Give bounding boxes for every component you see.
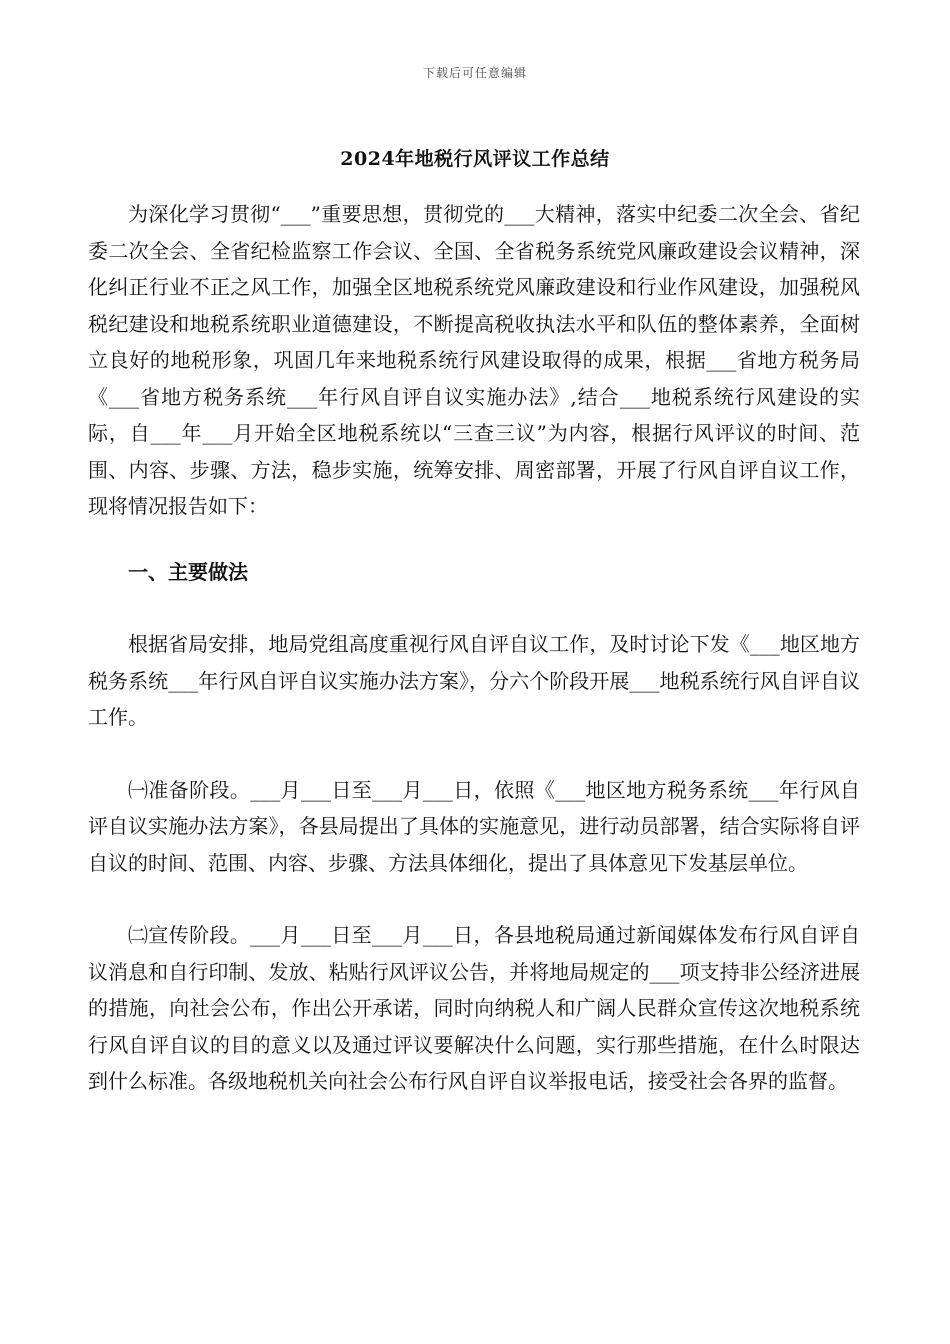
stage-paragraph-preparation: ㈠准备阶段。___月___日至___月___日，依照《___地区地方税务系统___年行风自评自议实施办法方案》，各县局提出了具体的实施意见，进行动员部署，结合实际将自评自议的时间、范围、内容、步骤、方法具体细化，提出了具体意见下发基层单位。: [88, 777, 860, 875]
section-heading-main-practices: 一、主要做法: [128, 559, 248, 584]
section-paragraph-main-practices: 根据省局安排，地局党组高度重视行风自评自议工作，及时讨论下发《___地区地方税务系统___年行风自评自议实施办法方案》，分六个阶段开展___地税系统行风自评自议工作。: [88, 632, 860, 729]
document-title: 2024年地税行风评议工作总结: [340, 148, 610, 170]
document-body: [88, 196, 860, 1100]
page-header-note: 下载后可任意编辑: [422, 66, 527, 80]
stage-paragraph-publicity: ㈡宣传阶段。___月___日至___月___日，各县地税局通过新闻媒体发布行风自评自议消息和自行印制、发放、粘贴行风评议公告，并将地局规定的___项支持非公经济进展的措施，向社会公布，作出公开承诺，同时向纳税人和广阔人民群众宣传这次地税系统行风自评自议的目的意义以及通过评议要解决什么问题，实行那些措施，在什么时限达到什么标准。各级地税机关向社会公布行风自评自议举报电话，接受社会各界的监督。: [88, 923, 860, 1093]
intro-paragraph: 为深化学习贯彻“___”重要思想，贯彻党的___大精神，落实中纪委二次全会、省纪委二次全会、全省纪检监察工作会议、全国、全省税务系统党风廉政建设会议精神，深化纠正行业不正之风工作，加强全区地税系统党风廉政建设和行业作风建设，加强税风税纪建设和地税系统职业道德建设，不断提高税收执法水平和队伍的整体素养，全面树立良好的地税形象，巩固几年来地税系统行风建设取得的成果，根据___省地方税务局《___省地方税务系统___年行风自评自议实施办法》,结合___地税系统行风建设的实际，自___年___月开始全区地税系统以“三查三议”为内容，根据行风评议的时间、范围、内容、步骤、方法，稳步实施，统筹安排、周密部署，开展了行风自评自议工作，现将情况报告如下：: [88, 202, 860, 518]
